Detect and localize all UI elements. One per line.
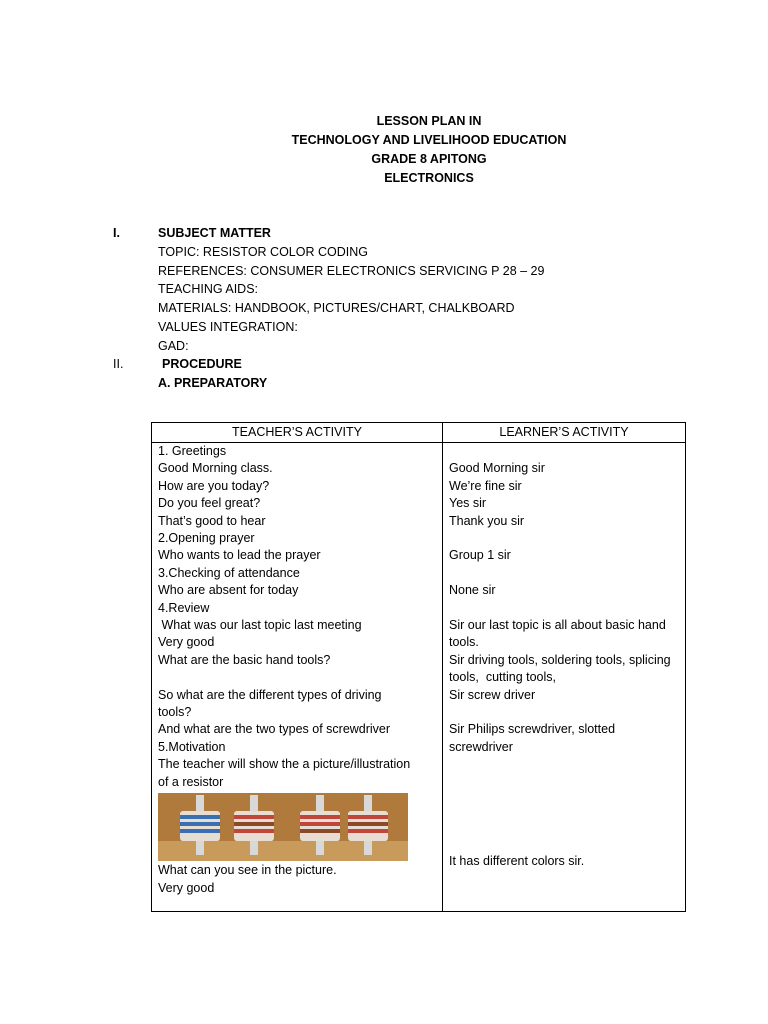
title-line-2: TECHNOLOGY AND LIVELIHOOD EDUCATION [291,133,567,147]
title-line-1: LESSON PLAN IN [376,114,482,128]
learner-activity-header: LEARNER’S ACTIVITY [443,423,686,443]
teacher-line: How are you today? [158,478,270,493]
section-2-heading: PROCEDURE [162,357,242,371]
teacher-line: Good Morning class. [158,461,273,476]
gad-line: GAD: [158,338,189,353]
learner-line: tools, cutting tools, [449,670,557,685]
learner-line [449,530,679,547]
learner-line [449,704,679,721]
learner-activity-cell [443,443,686,912]
teacher-line: The teacher will show the a picture/illustration [158,757,411,772]
learner-line: Good Morning sir [449,461,545,476]
teacher-line: Very good [158,635,215,650]
teacher-line: Do you feel great? [158,496,261,511]
teacher-line [158,669,436,686]
learner-line: Group 1 sir [449,548,511,563]
title-line-3: GRADE 8 APITONG [371,152,487,166]
section-1-heading: SUBJECT MATTER [158,226,271,240]
activity-table [151,422,686,912]
learner-line: Yes sir [449,496,487,511]
teacher-line: 3.Checking of attendance [158,565,300,580]
learner-line: Sir screw driver [449,687,536,702]
teacher-line: What are the basic hand tools? [158,652,331,667]
teacher-line: 2.Opening prayer [158,531,255,546]
learner-line: tools. [449,635,479,650]
learner-line: Sir Philips screwdriver, slotted [449,722,616,737]
teacher-line: Who are absent for today [158,583,299,598]
materials-line: MATERIALS: HANDBOOK, PICTURES/CHART, CHALKBOARD [158,301,515,316]
teacher-line: Very good [158,880,215,895]
teacher-line: of a resistor [158,774,224,789]
table-row [152,443,686,912]
teacher-line: 4.Review [158,600,210,615]
section-1-numeral: I. [113,226,120,240]
topic-line: TOPIC: RESISTOR COLOR CODING [158,244,368,259]
learner-line: Sir driving tools, soldering tools, splicing [449,652,671,667]
references-line: REFERENCES: CONSUMER ELECTRONICS SERVICING P 28 – 29 [158,263,545,278]
learner-line [449,565,679,582]
teaching-aids-line: TEACHING AIDS: [158,282,259,297]
resistor-photo [158,793,408,861]
learner-line: None sir [449,583,496,598]
teacher-line: 5.Motivation [158,739,226,754]
teacher-line: So what are the different types of driving [158,687,382,702]
teacher-line: tools? [158,705,192,720]
teacher-activity-cell [152,443,443,912]
teacher-line: What can you see in the picture. [158,863,337,878]
learner-spacer [449,756,679,834]
learner-line [449,443,679,460]
section-2-numeral: II. [113,357,124,371]
teacher-line: Who wants to lead the prayer [158,548,321,563]
preparatory-heading: A. PREPARATORY [158,375,268,390]
teacher-line: 1. Greetings [158,444,227,458]
learner-line: screwdriver [449,739,513,754]
table-header-row [152,423,686,443]
teacher-line: What was our last topic last meeting [158,618,362,633]
learner-line: Thank you sir [449,513,525,528]
teacher-activity-header: TEACHER’S ACTIVITY [152,423,443,443]
learner-line [449,600,679,617]
lesson-plan-title [0,112,768,188]
learner-line: We’re fine sir [449,478,522,493]
learner-line: Sir our last topic is all about basic hand [449,618,666,632]
title-line-4: ELECTRONICS [384,171,474,185]
values-integration-line: VALUES INTEGRATION: [158,319,298,334]
teacher-line: That’s good to hear [158,513,266,528]
teacher-line: And what are the two types of screwdriver [158,722,391,737]
learner-line: It has different colors sir. [449,854,585,869]
